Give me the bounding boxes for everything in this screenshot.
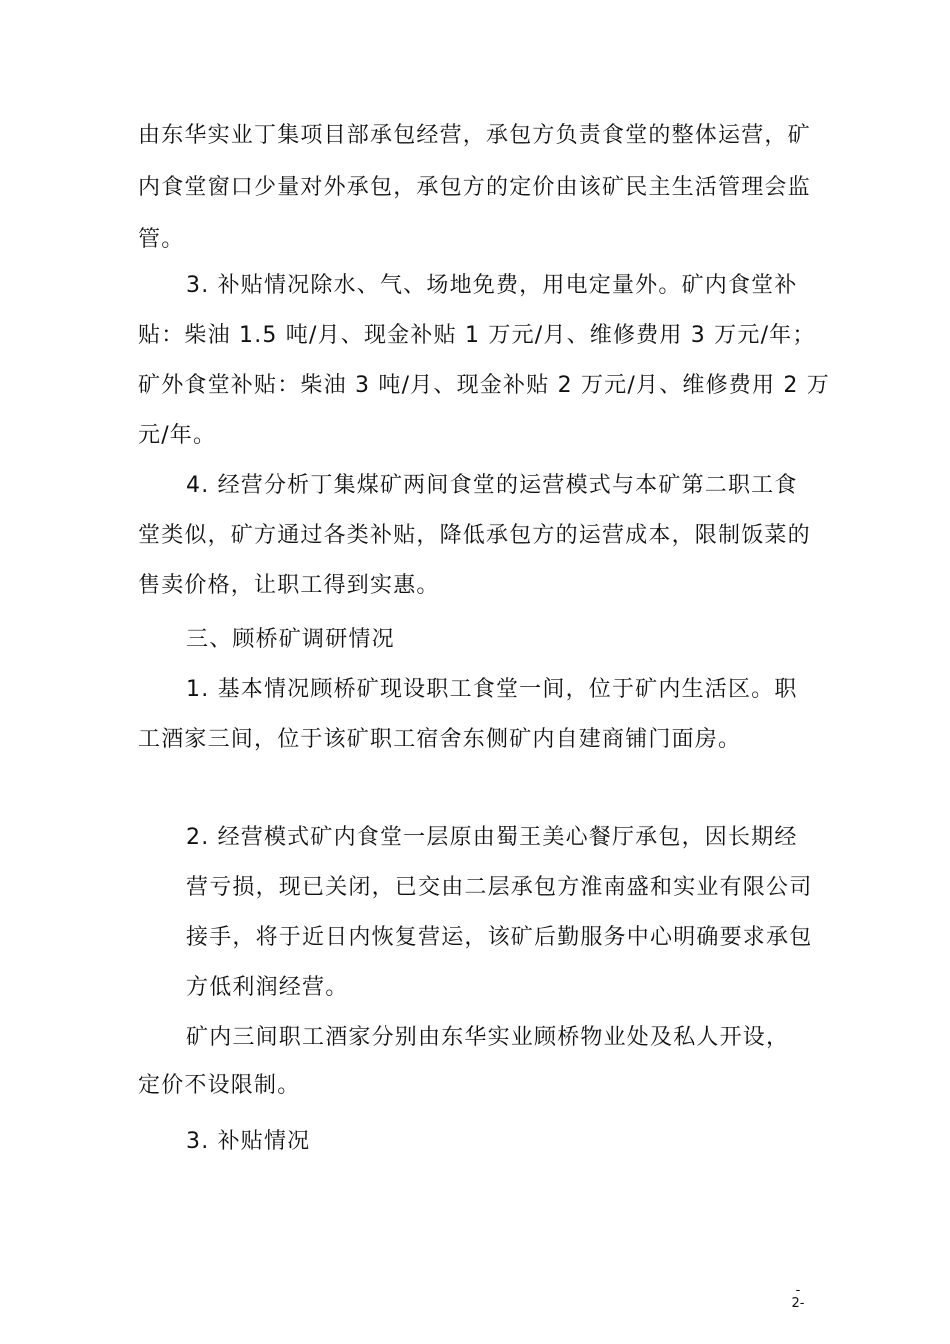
body-text-line: 4. 经营分析丁集煤矿两间食堂的运营模式与本矿第二职工食 (186, 473, 798, 498)
body-text-line: 矿内三间职工酒家分别由东华实业顾桥物业处及私人开设， (186, 1025, 790, 1050)
body-text-line: 堂类似，矿方通过各类补贴，降低承包方的运营成本，限制饭菜的 (138, 523, 811, 548)
body-text-line: 贴：柴油 1.5 吨/月、现金补贴 1 万元/月、维修费用 3 万元/年； (138, 323, 816, 348)
body-text-line: 内食堂窗口少量对外承包，承包方的定价由该矿民主生活管理会监 (138, 175, 811, 200)
body-text-line: 由东华实业丁集项目部承包经营，承包方负责食堂的整体运营，矿 (138, 123, 811, 148)
body-text-line: 定价不设限制。 (138, 1073, 301, 1098)
body-text-line: 营亏损，现已关闭，已交由二层承包方淮南盛和实业有限公司 (186, 875, 813, 900)
section-heading: 三、顾桥矿调研情况 (186, 627, 395, 652)
body-text-line: 3. 补贴情况除水、气、场地免费，用电定量外。矿内食堂补 (186, 273, 798, 298)
body-text-line: 管。 (138, 227, 185, 252)
subsection-heading: 3. 补贴情况 (186, 1129, 311, 1154)
body-text-line: 元/年。 (138, 423, 217, 448)
page-number-text: 2- (791, 1296, 805, 1311)
page-number-dash: - (795, 1283, 801, 1298)
body-text-line: 矿外食堂补贴：柴油 3 吨/月、现金补贴 2 万元/月、维修费用 2 万 (138, 373, 830, 398)
body-text-line: 方低利润经营。 (186, 975, 349, 1000)
body-text-line: 1. 基本情况顾桥矿现设职工食堂一间，位于矿内生活区。职 (186, 677, 798, 702)
body-text-line: 接手，将于近日内恢复营运，该矿后勤服务中心明确要求承包 (186, 925, 813, 950)
body-text-line: 工酒家三间，位于该矿职工宿舍东侧矿内自建商铺门面房。 (138, 727, 742, 752)
body-text-line: 2. 经营模式矿内食堂一层原由蜀王美心餐厅承包，因长期经 (186, 825, 798, 850)
page-number (786, 1283, 810, 1312)
body-text-line: 售卖价格，让职工得到实惠。 (138, 573, 440, 598)
